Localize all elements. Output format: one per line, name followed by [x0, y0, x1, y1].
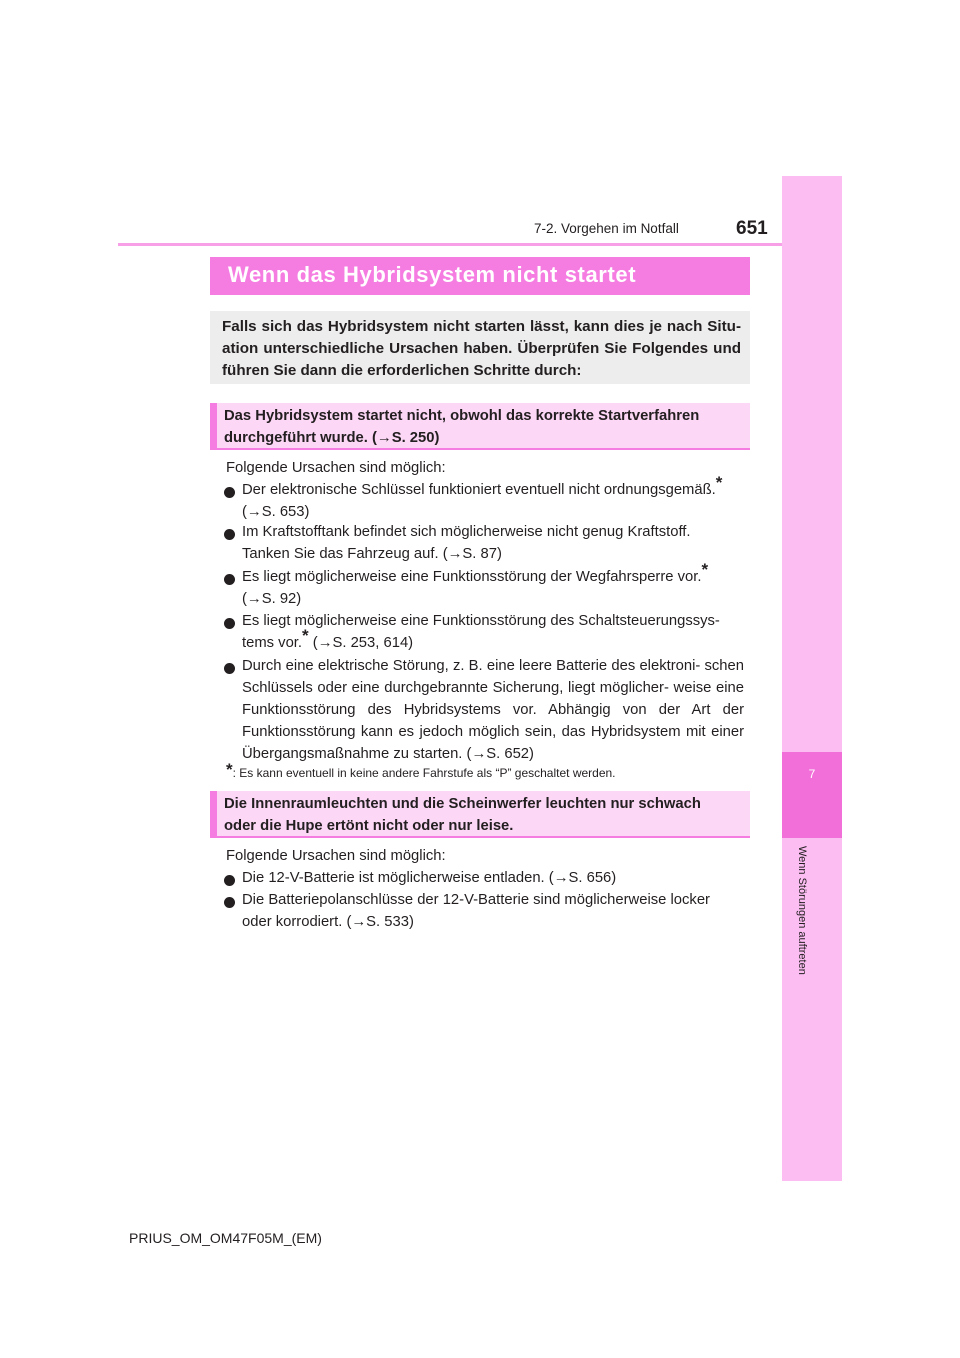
bullet-icon: [224, 663, 235, 674]
intro-box: [210, 311, 750, 384]
page-number: 651: [736, 218, 768, 239]
bullet-icon: [224, 574, 235, 585]
header-divider: [118, 243, 782, 246]
section2-heading: [210, 791, 750, 838]
list-item: Der elektronische Schlüssel funktioniert eventuell nicht ordnungsgemäß.* (→S. 653): [242, 473, 723, 520]
chapter-number-tab: [782, 752, 842, 838]
chapter-title: Wenn Störungen auftreten: [796, 846, 808, 975]
bullet-icon: [224, 529, 235, 540]
bullet-icon: [224, 897, 235, 908]
chapter-number: 7: [808, 767, 816, 781]
section2-heading-text: Die Innenraumleuchten und die Scheinwerfer leuchten nur schwach oder die Hupe ertönt nicht oder nur leise.: [224, 796, 701, 834]
bullet-icon: [224, 875, 235, 886]
document-code: PRIUS_OM_OM47F05M_(EM): [129, 1230, 322, 1246]
list-item: Durch eine elektrische Störung, z. B. eine leere Batterie des elektroni- schen Schlüssels oder eine durchgebrannte Sicherung, liegt möglicher- weise eine Funktionsstörung des Hybridsystems vor. Abhängig von der Art der Funktionsstörung kann es jedoch möglich sein, das Hybridsystem mit einer Übergangsmaßnahme zu starten. (→S. 652): [242, 658, 744, 762]
section1-lead: Folgende Ursachen sind möglich:: [226, 460, 446, 476]
list-item: Es liegt möglicherweise eine Funktionsstörung der Wegfahrsperre vor.* (→S. 92): [242, 560, 709, 607]
footnote-marker: *: [715, 473, 723, 492]
section1-heading-text: Das Hybridsystem startet nicht, obwohl das korrekte Startverfahren durchgeführt wurde. (→S. 250): [224, 408, 700, 446]
page-title: Wenn das Hybridsystem nicht startet: [228, 262, 637, 287]
footnote: *: Es kann eventuell in keine andere Fahrstufe als “P” geschaltet werden.: [226, 760, 616, 780]
section2-lead: Folgende Ursachen sind möglich:: [226, 848, 446, 864]
header-section-title: 7-2. Vorgehen im Notfall: [534, 221, 679, 236]
footnote-marker: *: [701, 560, 709, 579]
list-item: Die 12-V-Batterie ist möglicherweise entladen. (→S. 656): [242, 870, 617, 886]
list-item: Die Batteriepolanschlüsse der 12-V-Batterie sind möglicherweise locker oder korrodiert. (→S. 533): [242, 892, 710, 930]
chapter-side-tab: [782, 176, 842, 1181]
list-item: Im Kraftstofftank befindet sich möglicherweise nicht genug Kraftstoff. Tanken Sie das Fahrzeug auf. (→S. 87): [242, 524, 691, 562]
section1-heading: [210, 403, 750, 450]
list-item: Es liegt möglicherweise eine Funktionsstörung des Schaltsteuerungssys- tems vor.* (→S. 253, 614): [242, 613, 720, 651]
footnote-marker: *: [302, 626, 309, 645]
page-title-banner: [210, 257, 750, 295]
bullet-icon: [224, 618, 235, 629]
intro-text: Falls sich das Hybridsystem nicht starten lässt, kann dies je nach Situ- ation unterschiedliche Ursachen haben. Überprüfen Sie Folgendes und führen Sie dann die erforderlichen Schritte durch:: [222, 318, 741, 379]
footnote-marker: *: [226, 760, 233, 779]
bullet-icon: [224, 487, 235, 498]
